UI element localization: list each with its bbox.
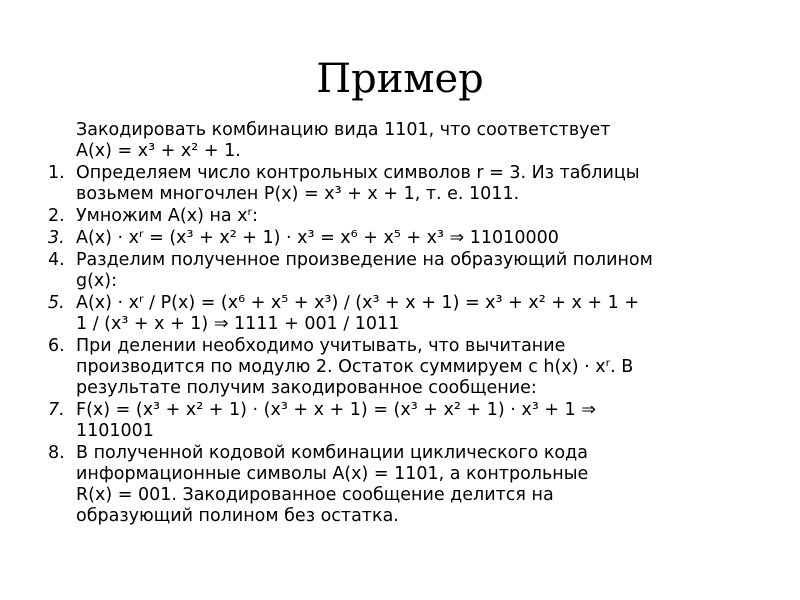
slide-content	[48, 120, 748, 528]
list-item-text	[76, 163, 748, 205]
list-item-text	[76, 336, 748, 399]
list-item-number: 4.	[48, 250, 65, 270]
list-item-text	[76, 293, 748, 335]
list-item	[48, 336, 748, 399]
list-item	[48, 293, 748, 335]
text-line: A(x) = x³ + x² + 1.	[76, 141, 241, 161]
text-line: R(x) = 001. Закодированное сообщение делится на	[76, 485, 554, 505]
text-line: результате получим закодированное сообщение:	[76, 378, 537, 398]
text-line: Умножим A(x) на xʳ:	[76, 206, 258, 226]
list-item-text	[76, 443, 748, 527]
text-line: возьмем многочлен P(x) = x³ + x + 1, т. е. 1011.	[76, 184, 520, 204]
text-line: A(x) · xʳ = (x³ + x² + 1) · x³ = x⁶ + x⁵ + x³ ⇒ 11010000	[76, 228, 559, 248]
list-item	[48, 206, 748, 227]
list-item	[48, 400, 748, 442]
text-line: F(x) = (x³ + x² + 1) · (x³ + x + 1) = (x³ + x² + 1) · x³ + 1 ⇒	[76, 400, 596, 420]
text-line: информационные символы A(x) = 1101, а контрольные	[76, 464, 589, 484]
text-line: производится по модулю 2. Остаток суммируем с h(x) · xʳ. В	[76, 357, 634, 377]
list-item	[48, 250, 748, 292]
text-line: Определяем число контрольных символов r = 3. Из таблицы	[76, 163, 640, 183]
text-line: В полученной кодовой комбинации циклического кода	[76, 443, 588, 463]
slide-title: Пример	[316, 56, 484, 102]
list-item-text	[48, 120, 748, 162]
text-line: 1101001	[76, 421, 154, 441]
list-item-number: 6.	[48, 336, 65, 356]
list-item	[48, 443, 748, 527]
list-item-number: 1.	[48, 163, 65, 183]
list-item-text	[76, 250, 748, 292]
list-item	[48, 228, 748, 249]
list-item-text	[76, 228, 748, 249]
text-line: A(x) · xʳ ∕ P(x) = (x⁶ + x⁵ + x³) ∕ (x³ + x + 1) = x³ + x² + x + 1 +	[76, 293, 640, 313]
text-line: образующий полином без остатка.	[76, 506, 399, 526]
intro-paragraph	[48, 120, 748, 162]
list-item-number: 8.	[48, 443, 65, 463]
list-item-number: 7.	[48, 400, 65, 420]
list-item-number: 5.	[48, 293, 65, 313]
list-item-number: 3.	[48, 228, 65, 248]
text-line: Разделим полученное произведение на образующий полином	[76, 250, 653, 270]
list-item-text	[76, 206, 748, 227]
list-item-text	[76, 400, 748, 442]
text-line: Закодировать комбинацию вида 1101, что соответствует	[76, 120, 611, 140]
text-line: 1 ∕ (x³ + x + 1) ⇒ 1111 + 001 ∕ 1011	[76, 314, 400, 334]
list-item-number: 2.	[48, 206, 65, 226]
text-line: При делении необходимо учитывать, что вычитание	[76, 336, 566, 356]
list-item	[48, 163, 748, 205]
text-line: g(x):	[76, 271, 118, 291]
